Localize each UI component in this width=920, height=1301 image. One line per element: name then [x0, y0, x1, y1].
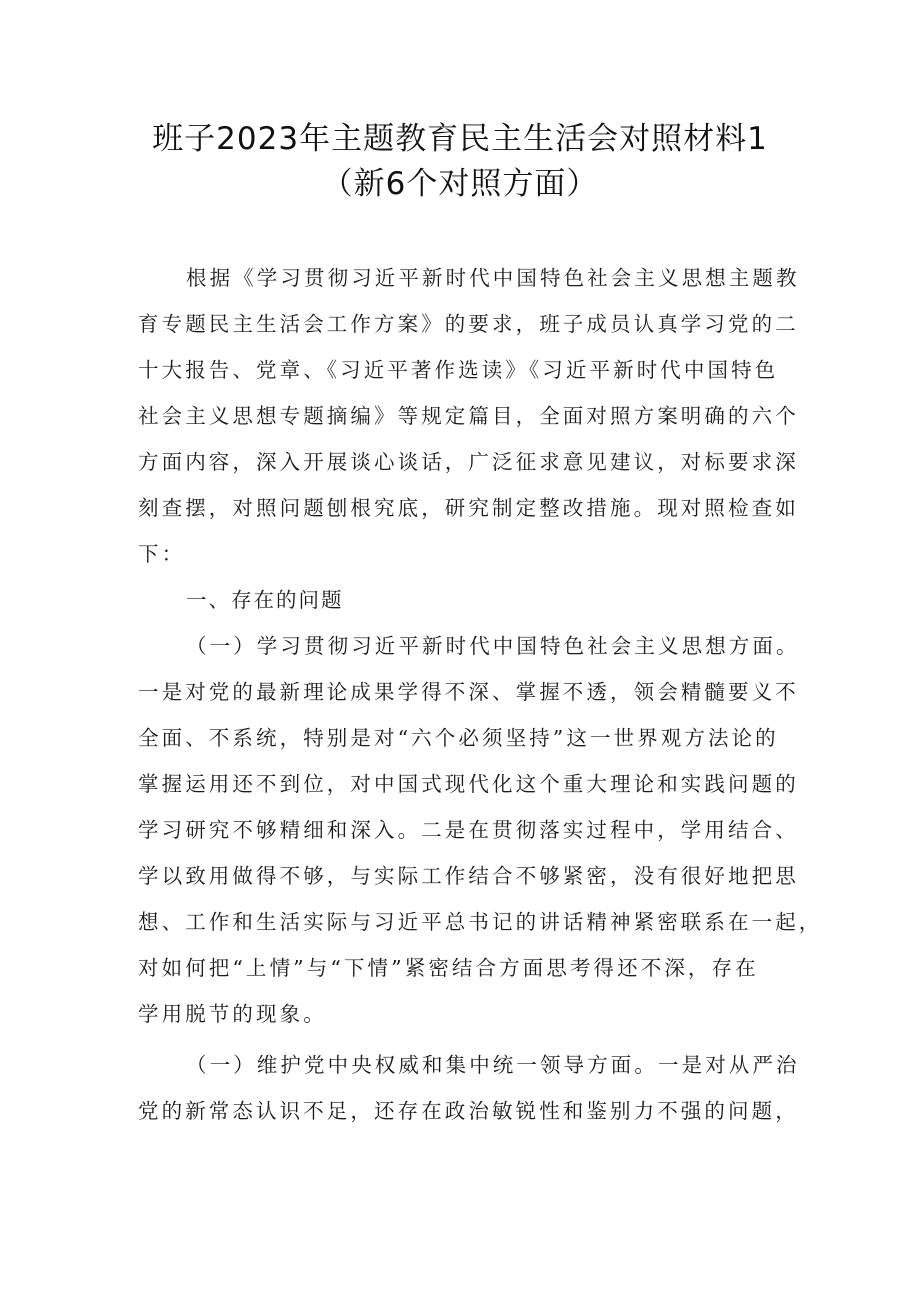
paragraph-line: 对如何把“上情”与“下情”紧密结合方面思考得还不深，存在: [138, 956, 759, 980]
paragraph-line: 下：: [138, 542, 186, 566]
paragraph-line: 学习研究不够精细和深入。二是在贯彻落实过程中，学用结合、: [138, 818, 799, 842]
paragraph-line: 学用脱节的现象。: [138, 1002, 327, 1026]
document-subtitle: （新6个对照方面）: [321, 166, 599, 202]
paragraph-line: 党的新常态认识不足，还存在政治敏锐性和鉴别力不强的问题，: [138, 1099, 799, 1123]
paragraph-line: 想、工作和生活实际与习近平总书记的讲话精神紧密联系在一起，: [138, 910, 823, 934]
paragraph-line: 全面、不系统，特别是对“六个必须坚持”这一世界观方法论的: [138, 726, 779, 750]
subsection-heading: （一）维护党中央权威和集中统一领导方面。一是对从严治: [186, 1053, 800, 1077]
subsection-heading: （一）学习贯彻习近平新时代中国特色社会主义思想方面。: [186, 634, 800, 658]
paragraph-line: 育专题民主生活会工作方案》的要求，班子成员认真学习党的二: [138, 312, 799, 336]
paragraph-line: 掌握运用还不到位，对中国式现代化这个重大理论和实践问题的: [138, 772, 799, 796]
paragraph-line: 刻查摆，对照问题刨根究底，研究制定整改措施。现对照检查如: [138, 496, 799, 520]
paragraph-line: 学以致用做得不够，与实际工作结合不够紧密，没有很好地把思: [138, 864, 799, 888]
paragraph-line: 十大报告、党章、《习近平著作选读》《习近平新时代中国特色: [138, 358, 779, 382]
paragraph-line: 根据《学习贯彻习近平新时代中国特色社会主义思想主题教: [186, 266, 800, 290]
paragraph-line: 方面内容，深入开展谈心谈话，广泛征求意见建议，对标要求深: [138, 450, 799, 474]
paragraph-line: 社会主义思想专题摘编》等规定篇目，全面对照方案明确的六个: [138, 404, 799, 428]
section-heading: 一、存在的问题: [186, 588, 344, 612]
document-title: 班子2023年主题教育民主生活会对照材料1: [152, 121, 768, 157]
paragraph-line: 一是对党的最新理论成果学得不深、掌握不透，领会精髓要义不: [138, 680, 799, 704]
